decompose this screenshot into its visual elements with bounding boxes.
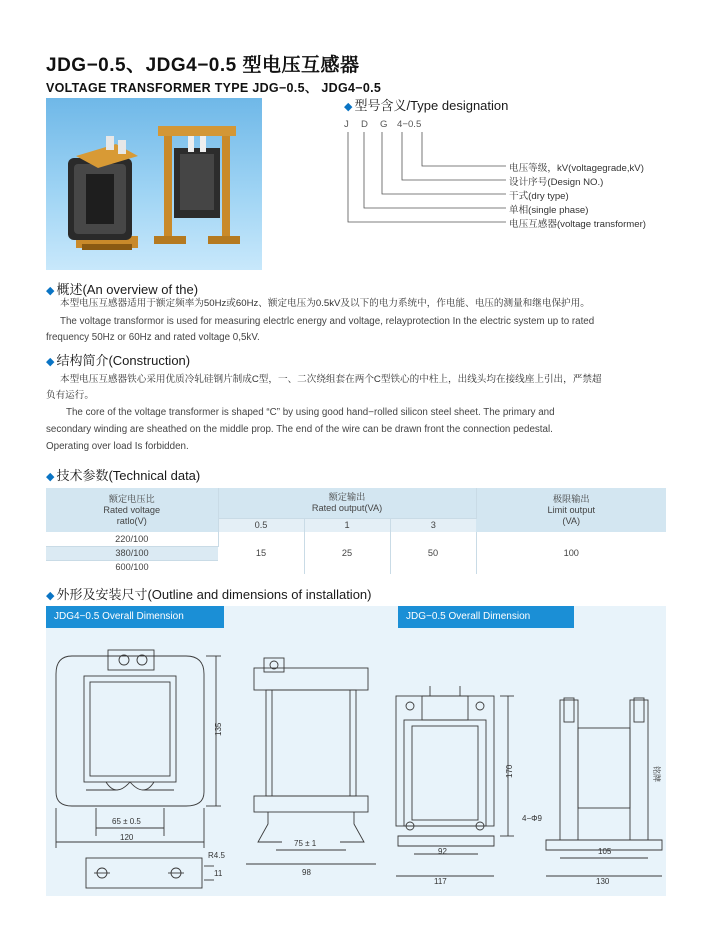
construction-text-cn-2: 负有运行。 (46, 390, 94, 401)
product-photo (46, 98, 262, 270)
page-title: JDG−0.5、JDG4−0.5 型电压互感器 (46, 55, 360, 76)
dim-label: 98 (302, 868, 311, 877)
limit-cell: 100 (476, 532, 666, 574)
designation-item: 干式(dry type) (509, 191, 569, 202)
overview-text-en-1: The voltage transformor is used for measuring electrlc energy and voltage, relayprotection In the electric system up to rated (60, 316, 595, 327)
designation-heading: ◆ 型号含义/Type designation (344, 98, 509, 113)
page-subtitle: VOLTAGE TRANSFORMER TYPE JDG−0.5、 JDG4−0.5 (46, 81, 382, 95)
header-rated-output: 额定输出 Rated output(VA) (218, 488, 476, 518)
designation-item: 电压等级，kV(voltagegrade,kV) (509, 163, 644, 174)
tab-jdg-overall-dimension: JDG−0.5 Overall Dimension (398, 606, 574, 628)
sub-header-cell: 1 (304, 518, 390, 532)
header-limit-output: 极限输出 Limit output (VA) (547, 493, 595, 526)
overview-text-cn: 本型电压互感器适用于额定频率为50Hz或60Hz、额定电压为0.5kV及以下的电力系统中，作电能、电压的测量和继电保护用。 (60, 298, 590, 309)
dim-label: 65 ± 0.5 (112, 817, 141, 826)
construction-text-cn-1: 本型电压互感器铁心采用优质冷轧硅钢片制成C型，一、二次绕组套在两个C型铁心的中柱上，出线头均在接线座上引出，严禁超 (60, 374, 602, 385)
dim-label: 135 (214, 722, 223, 736)
sub-header-cell: 3 (430, 520, 436, 531)
construction-heading: ◆ 结构简介(Construction) (46, 353, 191, 368)
diamond-icon: ◆ (344, 101, 353, 113)
dim-label: 75 ± 1 (294, 839, 317, 848)
dim-label: 117 (434, 877, 447, 886)
header-rated-voltage: 额定电压比 Rated voltage ratlo(V) (46, 488, 218, 532)
technical-heading: ◆ 技术参数(Technical data) (46, 468, 201, 483)
construction-text-en-2: secondary winding are sheathed on the middle prop. The end of the wire can be drawn front the connection pedestal. (46, 424, 553, 435)
designation-leader-lines (340, 128, 510, 228)
overview-text-en-2: frequency 50Hz or 60Hz and rated voltage 0,5kV. (46, 332, 260, 343)
diamond-icon: ◆ (46, 356, 55, 368)
dim-label: 120 (120, 833, 134, 842)
dim-label: 170 (505, 764, 514, 778)
ratio-cell: 220/100 (46, 532, 218, 546)
diamond-icon: ◆ (46, 471, 55, 483)
output-cell: 25 (304, 532, 390, 574)
designation-item: 电压互感器(voltage transformer) (509, 219, 647, 230)
dim-label: R4.5 (208, 851, 225, 860)
overview-heading: ◆ 概述(An overview of the) (46, 282, 199, 297)
dim-label: 92 (438, 847, 447, 856)
construction-text-en-3: Operating over load Is forbidden. (46, 441, 189, 452)
dim-label: 130 (596, 877, 610, 886)
technical-data-table (46, 488, 666, 574)
dimension-drawings (46, 628, 666, 896)
designation-item: 设计序号(Design NO.) (509, 177, 604, 188)
designation-item: 单相(single phase) (509, 205, 589, 216)
ratio-cell: 380/100 (46, 546, 218, 560)
outline-heading: ◆ 外形及安装尺寸(Outline and dimensions of installation) (46, 587, 372, 602)
ratio-cell: 600/100 (115, 562, 149, 573)
dim-label: 11 (214, 869, 223, 878)
diamond-icon: ◆ (46, 590, 55, 602)
sub-header-cell: 0.5 (218, 518, 304, 532)
output-cell: 15 (218, 532, 304, 574)
dim-label: 4−Φ9 (522, 814, 542, 823)
construction-text-en-1: The core of the voltage transformer is shaped “C” by using good hand−rolled silicon steel sheet. The primary and (66, 407, 555, 418)
output-cell: 50 (390, 532, 476, 574)
diamond-icon: ◆ (46, 285, 55, 297)
tab-jdg4-overall-dimension: JDG4−0.5 Overall Dimension (46, 606, 224, 628)
dim-label: 105 (598, 847, 612, 856)
nameplate-label: 铭牌 (652, 766, 661, 782)
